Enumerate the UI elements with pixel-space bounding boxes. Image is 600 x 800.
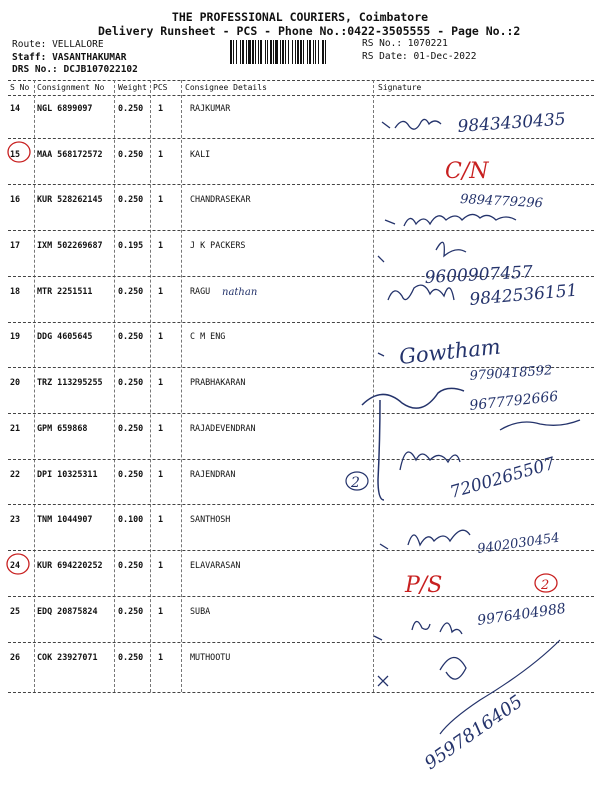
row-consignee: RAJADEVENDRAN	[190, 423, 256, 433]
row-consignee: RAJKUMAR	[190, 103, 231, 113]
rs-no-value: 1070221	[407, 38, 448, 49]
row-pcs: 1	[158, 469, 164, 479]
row-pcs: 1	[158, 149, 164, 159]
row-consignee: SUBA	[190, 606, 211, 616]
row-pcs: 1	[158, 331, 164, 341]
row-weight: 0.250	[118, 149, 144, 159]
row-sno: 14	[10, 103, 21, 113]
r18-phone: 9842536151	[468, 280, 579, 310]
row-weight: 0.250	[118, 103, 144, 113]
row-weight: 0.250	[118, 194, 144, 204]
col-header-sno: S No	[10, 83, 30, 92]
r23-phone: 9402030454	[476, 530, 561, 557]
r24-note: P/S	[405, 573, 443, 598]
row-weight: 0.250	[118, 652, 144, 662]
row-consignee: ELAVARASAN	[190, 560, 241, 570]
col-header-consignee: Consignee Details	[185, 83, 267, 92]
row-consignment-no: KUR 528262145	[37, 194, 103, 204]
row-weight: 0.250	[118, 469, 144, 479]
rs-date-label: RS Date:	[362, 50, 408, 62]
row-sno: 22	[10, 469, 21, 479]
row-consignment-no: GPM 659868	[37, 423, 88, 433]
row-weight: 0.250	[118, 331, 144, 341]
r25-phone: 9976404988	[476, 600, 567, 629]
route-value: VELLALORE	[52, 39, 104, 50]
row-consignment-no: MAA 568172572	[37, 149, 103, 159]
r19-name: Gowtham	[398, 334, 502, 369]
row-consignment-no: TNM 1044907	[37, 514, 93, 524]
row-sno: 20	[10, 377, 21, 387]
r24-circle: 2	[541, 578, 550, 593]
row-pcs: 1	[158, 606, 164, 616]
row-consignee: RAGU	[190, 286, 211, 296]
r16-phone: 9894779296	[459, 192, 544, 212]
row-consignee: PRABHAKARAN	[190, 377, 246, 387]
row-consignment-no: EDQ 20875824	[37, 606, 98, 616]
row-weight: 0.195	[118, 240, 144, 250]
row-pcs: 1	[158, 240, 164, 250]
row-consignment-no: DPI 10325311	[37, 469, 98, 479]
signature-scribble	[380, 530, 470, 549]
row-pcs: 1	[158, 652, 164, 662]
row-pcs: 1	[158, 377, 164, 387]
signature-scribble	[378, 657, 466, 686]
row-sno: 18	[10, 286, 21, 296]
signature-scribble	[500, 420, 580, 430]
row-consignment-no: COK 23927071	[37, 652, 98, 662]
row-weight: 0.250	[118, 377, 144, 387]
route-label: Route:	[12, 39, 47, 50]
r14-phone: 9843430435	[456, 109, 567, 137]
row-consignee: RAJENDRAN	[190, 469, 236, 479]
signature-scribble	[378, 353, 384, 356]
signature-scribble	[385, 214, 516, 226]
row-sno: 17	[10, 240, 21, 250]
row-consignment-no: MTR 2251511	[37, 286, 93, 296]
row-weight: 0.250	[118, 286, 144, 296]
signature-scribble	[400, 452, 460, 470]
row-sno: 19	[10, 331, 21, 341]
row-consignment-no: TRZ 113295255	[37, 377, 103, 387]
staff-value: VASANTHAKUMAR	[52, 51, 127, 63]
row-pcs: 1	[158, 514, 164, 524]
col-header-consignment: Consignment No	[37, 83, 105, 92]
row-consignee: J K PACKERS	[190, 240, 246, 250]
row-consignment-no: IXM 502269687	[37, 240, 103, 250]
signature-scribble	[382, 119, 441, 129]
row-consignee: C M ENG	[190, 331, 226, 341]
row-sno: 23	[10, 514, 21, 524]
drs-value: DCJB107022102	[63, 64, 138, 75]
row-sno: 24	[10, 560, 21, 570]
runsheet-subtitle: Delivery Runsheet - PCS - Phone No.:0422-3505555 - Page No.:2	[98, 24, 521, 38]
row-pcs: 1	[158, 286, 164, 296]
row-pcs: 1	[158, 560, 164, 570]
rs-date-value: 01-Dec-2022	[413, 50, 477, 62]
row-weight: 0.250	[118, 560, 144, 570]
row-sno: 15	[10, 149, 21, 159]
col-header-signature: Signature	[378, 83, 422, 92]
r19-phone: 9790418592	[469, 363, 553, 384]
row-weight: 0.100	[118, 514, 144, 524]
row-pcs: 1	[158, 103, 164, 113]
row-consignment-no: KUR 694220252	[37, 560, 103, 570]
row-consignment-no: NGL 6899097	[37, 103, 93, 113]
row-consignee: SANTHOSH	[190, 514, 231, 524]
company-title: THE PROFESSIONAL COURIERS, Coimbatore	[171, 10, 429, 24]
col-header-pcs: PCS	[153, 83, 168, 92]
row-pcs: 1	[158, 194, 164, 204]
r15-note: C/N	[445, 159, 489, 184]
r17-phone: 9600907457	[424, 262, 534, 288]
row-weight: 0.250	[118, 423, 144, 433]
row-consignee: CHANDRASEKAR	[190, 194, 251, 204]
signature-scribble	[388, 285, 454, 300]
signature-scribble	[374, 621, 462, 640]
r20-phone: 9677792666	[468, 388, 560, 414]
row-sno: 26	[10, 652, 21, 662]
row-sno: 25	[10, 606, 21, 616]
r18-name-suffix: nathan	[222, 287, 258, 298]
row-consignment-no: DDG 4605645	[37, 331, 93, 341]
row-sno: 16	[10, 194, 21, 204]
red-circle-mark	[8, 142, 30, 162]
staff-label: Staff:	[12, 51, 47, 63]
col-header-weight: Weight	[118, 83, 147, 92]
row-consignee: MUTHOOTU	[190, 652, 231, 662]
r22-circle: 2	[351, 475, 360, 491]
row-weight: 0.250	[118, 606, 144, 616]
red-circle-mark	[7, 554, 29, 574]
row-consignee: KALI	[190, 149, 211, 159]
row-sno: 21	[10, 423, 21, 433]
drs-label: DRS No.:	[12, 64, 58, 75]
row-pcs: 1	[158, 423, 164, 433]
r22-phone: 7200265507	[447, 453, 558, 503]
signature-scribble	[378, 242, 466, 262]
rs-no-label: RS No.:	[362, 38, 403, 49]
r26-phone: 9597816405	[420, 691, 527, 775]
